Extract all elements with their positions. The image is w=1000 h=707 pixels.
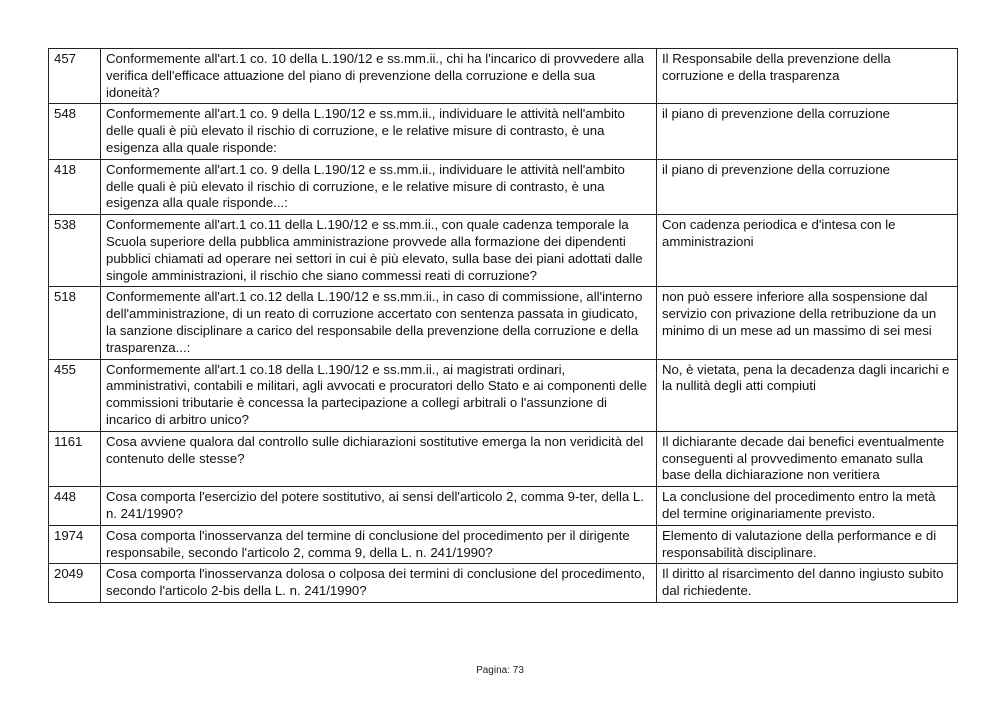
table-row xyxy=(49,431,958,486)
answer-text: Elemento di valutazione della performance e di responsabilità disciplinare. xyxy=(657,525,958,564)
table-row xyxy=(49,487,958,526)
question-id: 418 xyxy=(49,159,101,214)
answer-text: non può essere inferiore alla sospensione dal servizio con privazione della retribuzione da un minimo di un mese ad un massimo di sei mesi xyxy=(657,287,958,359)
answer-text: il piano di prevenzione della corruzione xyxy=(657,159,958,214)
question-text: Conformemente all'art.1 co. 9 della L.190/12 e ss.mm.ii., individuare le attività nell'ambito delle quali è più elevato il rischio di corruzione, e le relative misure di contrasto, è una esigenza alla quale risponde: xyxy=(101,104,657,159)
question-id: 548 xyxy=(49,104,101,159)
answer-text: No, è vietata, pena la decadenza dagli incarichi e la nullità degli atti compiuti xyxy=(657,359,958,431)
question-text: Cosa comporta l'inosservanza del termine di conclusione del procedimento per il dirigente responsabile, secondo l'articolo 2, comma 9, della L. n. 241/1990? xyxy=(101,525,657,564)
question-text: Conformemente all'art.1 co.18 della L.190/12 e ss.mm.ii., ai magistrati ordinari, amministrativi, contabili e militari, agli avvocati e procuratori dello Stato e ai componenti delle commissioni tributarie è concessa la partecipazione a collegi arbitrali o l'assunzione di incarico di arbitro unico? xyxy=(101,359,657,431)
table-row xyxy=(49,215,958,287)
table-row xyxy=(49,525,958,564)
question-text: Cosa comporta l'inosservanza dolosa o colposa dei termini di conclusione del procedimento, secondo l'articolo 2-bis della L. n. 241/1990? xyxy=(101,564,657,603)
table-row xyxy=(49,287,958,359)
table-row xyxy=(49,564,958,603)
answer-text: Il diritto al risarcimento del danno ingiusto subito dal richiedente. xyxy=(657,564,958,603)
answer-text: La conclusione del procedimento entro la metà del termine originariamente previsto. xyxy=(657,487,958,526)
question-text: Conformemente all'art.1 co.11 della L.190/12 e ss.mm.ii., con quale cadenza temporale la Scuola superiore della pubblica amministrazione provvede alla formazione dei dipendenti pubblici chiamati ad operare nei settori in cui è più elevato, sulla base dei piani adottati dalle singole amministrazioni, il rischio che siano commessi reati di corruzione? xyxy=(101,215,657,287)
question-id: 518 xyxy=(49,287,101,359)
table-row xyxy=(49,49,958,104)
table-row xyxy=(49,159,958,214)
question-id: 448 xyxy=(49,487,101,526)
question-id: 2049 xyxy=(49,564,101,603)
question-id: 538 xyxy=(49,215,101,287)
answer-text: il piano di prevenzione della corruzione xyxy=(657,104,958,159)
answer-text: Il dichiarante decade dai benefici eventualmente conseguenti al provvedimento emanato sulla base della dichiarazione non veritiera xyxy=(657,431,958,486)
question-id: 455 xyxy=(49,359,101,431)
question-text: Conformemente all'art.1 co.12 della L.190/12 e ss.mm.ii., in caso di commissione, all'interno dell'amministrazione, di un reato di corruzione accertato con sentenza passata in giudicato, la sanzione disciplinare a carico del responsabile della prevenzione della corruzione e della trasparenza...: xyxy=(101,287,657,359)
question-id: 1974 xyxy=(49,525,101,564)
table-row xyxy=(49,104,958,159)
question-text: Conformemente all'art.1 co. 10 della L.190/12 e ss.mm.ii., chi ha l'incarico di provvedere alla verifica dell'efficace attuazione del piano di prevenzione della corruzione e della sua idoneità? xyxy=(101,49,657,104)
table-row xyxy=(49,359,958,431)
question-text: Cosa avviene qualora dal controllo sulle dichiarazioni sostitutive emerga la non veridicità del contenuto delle stesse? xyxy=(101,431,657,486)
question-id: 1161 xyxy=(49,431,101,486)
question-text: Conformemente all'art.1 co. 9 della L.190/12 e ss.mm.ii., individuare le attività nell'ambito delle quali è più elevato il rischio di corruzione, e le relative misure di contrasto, è una esigenza alla quale risponde...: xyxy=(101,159,657,214)
page-number: Pagina: 73 xyxy=(476,665,524,676)
question-text: Cosa comporta l'esercizio del potere sostitutivo, ai sensi dell'articolo 2, comma 9-ter, della L. n. 241/1990? xyxy=(101,487,657,526)
question-table xyxy=(48,48,958,603)
answer-text: Il Responsabile della prevenzione della corruzione e della trasparenza xyxy=(657,49,958,104)
question-id: 457 xyxy=(49,49,101,104)
answer-text: Con cadenza periodica e d'intesa con le amministrazioni xyxy=(657,215,958,287)
